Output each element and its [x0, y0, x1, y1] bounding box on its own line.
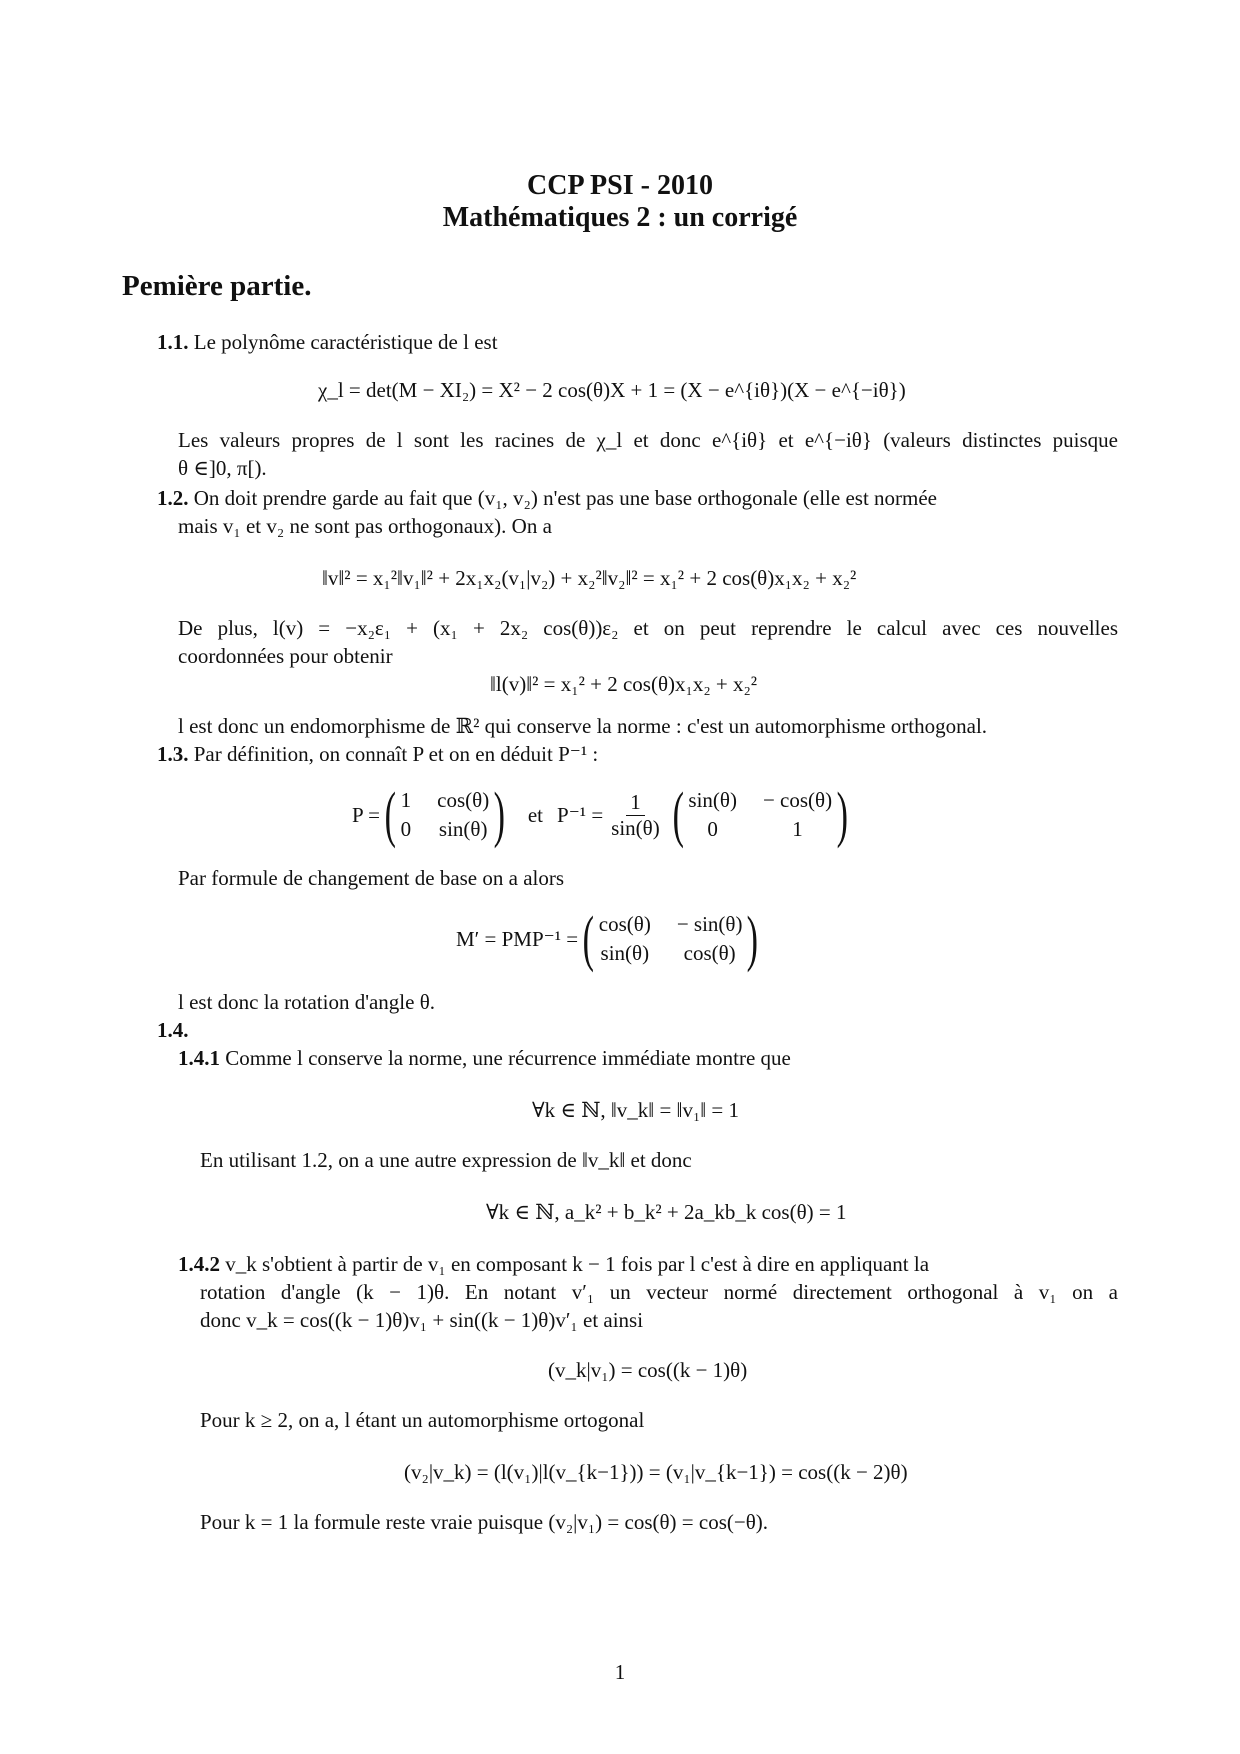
section-title: Pemière partie. — [122, 270, 312, 302]
document-title: CCP PSI - 2010 — [527, 170, 713, 201]
q1-4-number: 1.4. — [157, 1018, 189, 1042]
pinv-matrix — [668, 781, 853, 849]
q1-2-line1-text: On doit prendre garde au fait que (v₁, v₂) n'est pas une base orthogonale (elle est normée — [193, 486, 937, 510]
p-matrix — [380, 781, 510, 849]
left-paren: ( — [582, 905, 595, 973]
mprime-matrix — [578, 905, 763, 973]
mprime-label: M′ = PMP⁻¹ = — [456, 926, 579, 951]
q1-2-equation1: ‖v‖² = x₁²‖v₁‖² + 2x₁x₂(v₁|v₂) + x₂²‖v₂‖² = x₁² + 2 cos(θ)x₁x₂ + x₂² — [322, 566, 857, 590]
right-paren: ) — [836, 781, 849, 849]
q1-2-line3: De plus, l(v) = −x₂ε₁ + (x₁ + 2x₂ cos(θ))ε₂ et on peut reprendre le calcul avec ces nouvelles — [178, 616, 1118, 640]
pinv-label: P⁻¹ = — [557, 802, 604, 827]
q1-1-intro-text: Le polynôme caractéristique de l est — [193, 330, 498, 354]
pinv-fraction — [607, 790, 664, 841]
q1-3-number: 1.3. — [157, 742, 189, 766]
p-21: 0 — [400, 817, 412, 841]
p-label: P = — [352, 802, 380, 827]
q1-3-intro-text: Par définition, on connaît P et on en déduit P⁻¹ : — [193, 742, 599, 766]
pinv-12: − cos(θ) — [762, 788, 833, 812]
q1-4-2-line2: rotation d'angle (k − 1)θ. En notant v′₁ un vecteur normé directement orthogonal à v₁ on a — [200, 1280, 1118, 1304]
pinv-11: sin(θ) — [688, 788, 737, 812]
q1-4-2-text3: Pour k = 1 la formule reste vraie puisque (v₂|v₁) = cos(θ) = cos(−θ). — [200, 1510, 769, 1534]
q1-4-2-number: 1.4.2 — [178, 1252, 220, 1276]
q1-4-2-line1 — [178, 1252, 1118, 1277]
q1-3-conclusion: l est donc la rotation d'angle θ. — [178, 990, 436, 1014]
q1-4-1-intro — [178, 1046, 791, 1071]
q1-2-line1 — [157, 486, 1118, 511]
pinv-numerator: 1 — [626, 790, 645, 816]
q1-4-1-equation2: ∀k ∈ ℕ, a_k² + b_k² + 2a_kb_k cos(θ) = 1 — [486, 1200, 847, 1224]
q1-4-1-text: Comme l conserve la norme, une récurrence immédiate montre que — [225, 1046, 791, 1070]
and-word: et — [527, 802, 544, 827]
q1-4-2-line3: donc v_k = cos((k − 1)θ)v₁ + sin((k − 1)θ)v′₁ et ainsi — [200, 1308, 644, 1332]
page-number: 1 — [614, 1660, 626, 1684]
q1-1-equation: χ_l = det(M − XI₂) = X² − 2 cos(θ)X + 1 = (X − e^{iθ})(X − e^{−iθ}) — [318, 378, 906, 402]
q1-1-text-line1: Les valeurs propres de l sont les racines de χ_l et donc e^{iθ} et e^{−iθ} (valeurs distinctes puisque — [178, 428, 1118, 452]
q1-4-1-equation1: ∀k ∈ ℕ, ‖v_k‖ = ‖v₁‖ = 1 — [532, 1098, 740, 1122]
p-11: 1 — [400, 788, 412, 812]
left-paren: ( — [384, 781, 397, 849]
q1-2-line5: l est donc un endomorphisme de ℝ² qui conserve la norme : c'est un automorphisme orthogonal. — [178, 714, 988, 738]
q1-3-intro — [157, 742, 598, 767]
pinv-denominator: sin(θ) — [611, 815, 660, 840]
q1-2-line2: mais v₁ et v₂ ne sont pas orthogonaux). On a — [178, 514, 552, 538]
p-12: cos(θ) — [437, 788, 490, 812]
p-22: sin(θ) — [438, 817, 488, 841]
q1-1-number: 1.1. — [157, 330, 189, 354]
pinv-22: 1 — [792, 817, 803, 841]
q1-1-text-line2: θ ∈]0, π[). — [178, 456, 267, 480]
q1-4-1-number: 1.4.1 — [178, 1046, 220, 1070]
right-paren: ) — [493, 781, 506, 849]
q1-1-intro — [157, 330, 498, 355]
q1-2-equation2: ‖l(v)‖² = x₁² + 2 cos(θ)x₁x₂ + x₂² — [490, 672, 758, 696]
q1-4-2-line1-text: v_k s'obtient à partir de v₁ en composant k − 1 fois par l c'est à dire en appliquant la — [225, 1252, 930, 1276]
mprime-12: − sin(θ) — [676, 912, 743, 936]
q1-3-change-text: Par formule de changement de base on a alors — [178, 866, 565, 890]
q1-4-2-equation2: (v₂|v_k) = (l(v₁)|l(v_{k−1})) = (v₁|v_{k−1}) = cos((k − 2)θ) — [404, 1460, 908, 1484]
q1-2-line4: coordonnées pour obtenir — [178, 644, 393, 668]
mprime-22: cos(θ) — [683, 941, 736, 965]
q1-4-2-equation1: (v_k|v₁) = cos((k − 1)θ) — [548, 1358, 748, 1382]
q1-4-2-text2: Pour k ≥ 2, on a, l étant un automorphisme ortogonal — [200, 1408, 645, 1432]
q1-4-1-text2: En utilisant 1.2, on a une autre expression de ‖v_k‖ et donc — [200, 1148, 692, 1172]
mprime-21: sin(θ) — [600, 941, 650, 965]
pinv-21: 0 — [707, 817, 718, 841]
document-subtitle: Mathématiques 2 : un corrigé — [442, 202, 798, 233]
mprime-11: cos(θ) — [598, 912, 651, 936]
q1-3-mprime — [456, 905, 763, 973]
right-paren: ) — [747, 905, 759, 973]
left-paren: ( — [672, 781, 684, 849]
q1-3-matrices — [352, 781, 853, 849]
q1-2-number: 1.2. — [157, 486, 189, 510]
